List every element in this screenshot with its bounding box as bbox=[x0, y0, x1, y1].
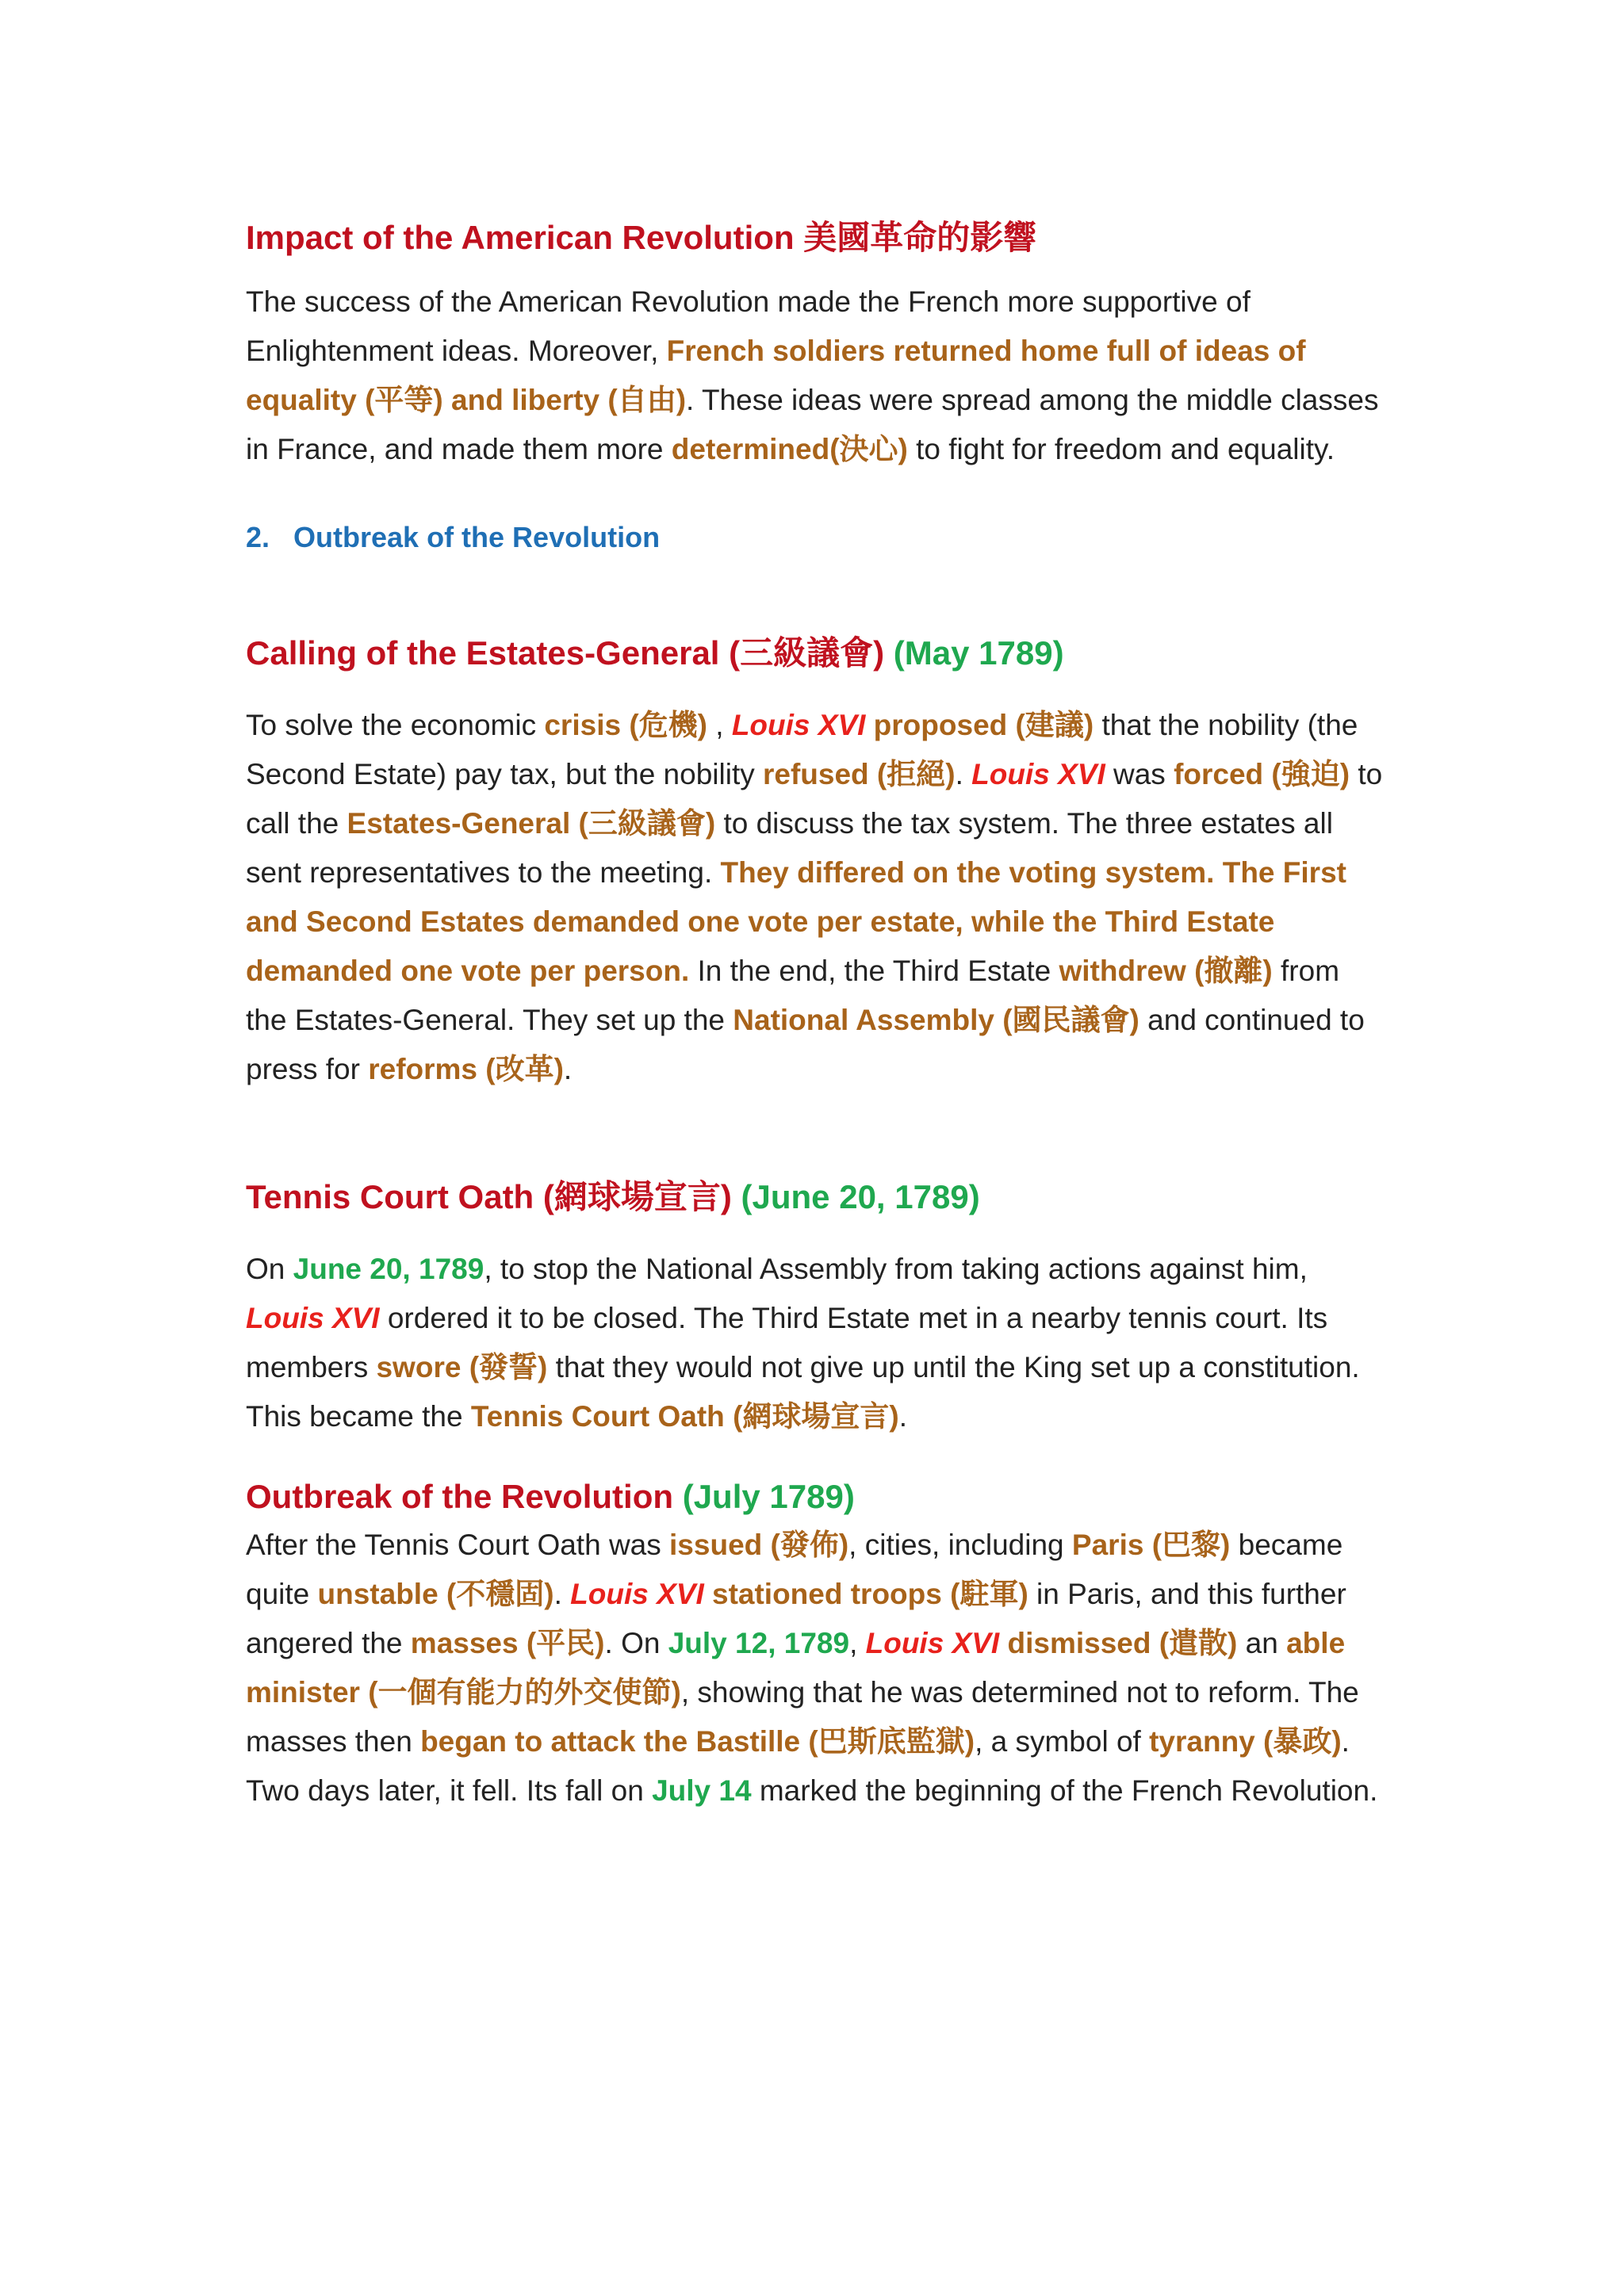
date-highlight: July 12, 1789 bbox=[668, 1627, 850, 1659]
text-run: in Paris, and this further angered the bbox=[246, 1578, 1346, 1659]
king-name: Louis XVI bbox=[731, 709, 866, 741]
king-name: Louis XVI bbox=[865, 1627, 1000, 1659]
section-number: 2. bbox=[246, 521, 270, 553]
text-run: that they would not give up until the King set up a constitution. This became the bbox=[246, 1351, 1360, 1433]
subheading-title: Outbreak of the Revolution bbox=[293, 521, 661, 553]
text-run: . bbox=[563, 1053, 573, 1085]
paragraph-tennis-court-oath bbox=[246, 1245, 1388, 1441]
key-term: issued (發佈) bbox=[669, 1529, 849, 1561]
heading-outbreak-revolution bbox=[246, 1473, 1388, 1521]
text-run: , showing that he was determined not to reform. The masses then bbox=[246, 1676, 1359, 1758]
document-content bbox=[246, 214, 1388, 1816]
heading-date: (May 1789) bbox=[893, 634, 1064, 672]
key-term: They differed on the voting system. The First and Second Estates demanded one vote per estate, while the Third Estate demanded one vote per person. bbox=[246, 856, 1346, 987]
text-run: To solve the economic bbox=[246, 709, 545, 741]
text-run: . Two days later, it fell. Its fall on bbox=[246, 1725, 1350, 1807]
key-term: refused (拒絕) bbox=[763, 758, 956, 790]
key-term: withdrew (撤離) bbox=[1059, 955, 1273, 987]
text-run: became quite bbox=[246, 1529, 1343, 1610]
text-run: . bbox=[898, 1400, 907, 1433]
key-term: dismissed (遣散) bbox=[999, 1627, 1238, 1659]
key-term: forced (強迫) bbox=[1174, 758, 1350, 790]
text-run: , to stop the National Assembly from taking actions against him, bbox=[484, 1253, 1308, 1285]
key-term: able minister (一個有能力的外交使節) bbox=[246, 1627, 1346, 1709]
text-run: to call the bbox=[246, 758, 1383, 840]
text-run: On bbox=[246, 1253, 293, 1285]
key-term: Estates-General (三級議會) bbox=[347, 807, 716, 840]
heading-date: (July 1789) bbox=[682, 1478, 855, 1515]
key-term: stationed troops (駐軍) bbox=[703, 1578, 1028, 1610]
text-run: , a symbol of bbox=[975, 1725, 1150, 1758]
heading-estates-general bbox=[246, 629, 1388, 677]
heading-title: Tennis Court Oath (網球場宣言) bbox=[246, 1178, 732, 1215]
key-term: determined(決心) bbox=[671, 433, 908, 465]
heading-tennis-court-oath bbox=[246, 1173, 1388, 1221]
paragraph-outbreak-revolution bbox=[246, 1521, 1388, 1816]
text-run: and continued to press for bbox=[246, 1004, 1365, 1085]
key-term: crisis (危機) bbox=[544, 709, 707, 741]
date-highlight: June 20, 1789 bbox=[293, 1253, 485, 1285]
key-term: masses (平民) bbox=[410, 1627, 605, 1659]
paragraph-estates-general bbox=[246, 701, 1388, 1094]
key-term: National Assembly (國民議會) bbox=[733, 1004, 1139, 1036]
key-term: reforms (改革) bbox=[368, 1053, 564, 1085]
text-run: After the Tennis Court Oath was bbox=[246, 1529, 670, 1561]
subheading-outbreak bbox=[246, 517, 1388, 558]
heading-date: (June 20, 1789) bbox=[741, 1178, 980, 1215]
text-run: , bbox=[849, 1627, 866, 1659]
text-run: to fight for freedom and equality. bbox=[907, 433, 1335, 465]
text-run: In the end, the Third Estate bbox=[689, 955, 1059, 987]
heading-title: Calling of the Estates-General (三級議會) bbox=[246, 634, 885, 672]
date-highlight: July 14 bbox=[652, 1774, 752, 1807]
text-run: , cities, including bbox=[848, 1529, 1072, 1561]
paragraph-impact bbox=[246, 277, 1388, 474]
text-run: . bbox=[955, 758, 972, 790]
key-term: Tennis Court Oath (網球場宣言) bbox=[470, 1400, 899, 1433]
king-name: Louis XVI bbox=[570, 1578, 704, 1610]
key-term: began to attack the Bastille (巴斯底監獄) bbox=[420, 1725, 975, 1758]
heading-title: Outbreak of the Revolution bbox=[246, 1478, 674, 1515]
heading-impact-american-revolution: Impact of the American Revolution 美國革命的影響 bbox=[246, 219, 1037, 256]
text-run: to discuss the tax system. The three estates all sent representatives to the meeting. bbox=[246, 807, 1333, 889]
text-run: from the Estates-General. They set up the bbox=[246, 955, 1340, 1036]
key-term: proposed (建議) bbox=[865, 709, 1094, 741]
text-run: an bbox=[1237, 1627, 1287, 1659]
key-term: French soldiers returned home full of ideas of equality (平等) and liberty (自由) bbox=[246, 335, 1306, 416]
king-name: Louis XVI bbox=[971, 758, 1105, 790]
key-term: tyranny (暴政) bbox=[1149, 1725, 1342, 1758]
king-name: Louis XVI bbox=[246, 1302, 380, 1334]
text-run: ordered it to be closed. The Third Estate met in a nearby tennis court. Its members bbox=[246, 1302, 1328, 1383]
text-run: marked the beginning of the French Revolution. bbox=[751, 1774, 1378, 1807]
text-run: . These ideas were spread among the middle classes in France, and made them more bbox=[246, 384, 1379, 465]
key-term: unstable (不穩固) bbox=[317, 1578, 554, 1610]
text-run: . bbox=[553, 1578, 571, 1610]
text-run: . On bbox=[604, 1627, 668, 1659]
text-run: The success of the American Revolution made the French more supportive of Enlightenment ideas. Moreover, bbox=[246, 285, 1251, 367]
text-run: , bbox=[707, 709, 732, 741]
text-run: that the nobility (the Second Estate) pay tax, but the nobility bbox=[246, 709, 1358, 790]
key-term: Paris (巴黎) bbox=[1071, 1529, 1231, 1561]
text-run: was bbox=[1105, 758, 1174, 790]
key-term: swore (發誓) bbox=[376, 1351, 548, 1383]
